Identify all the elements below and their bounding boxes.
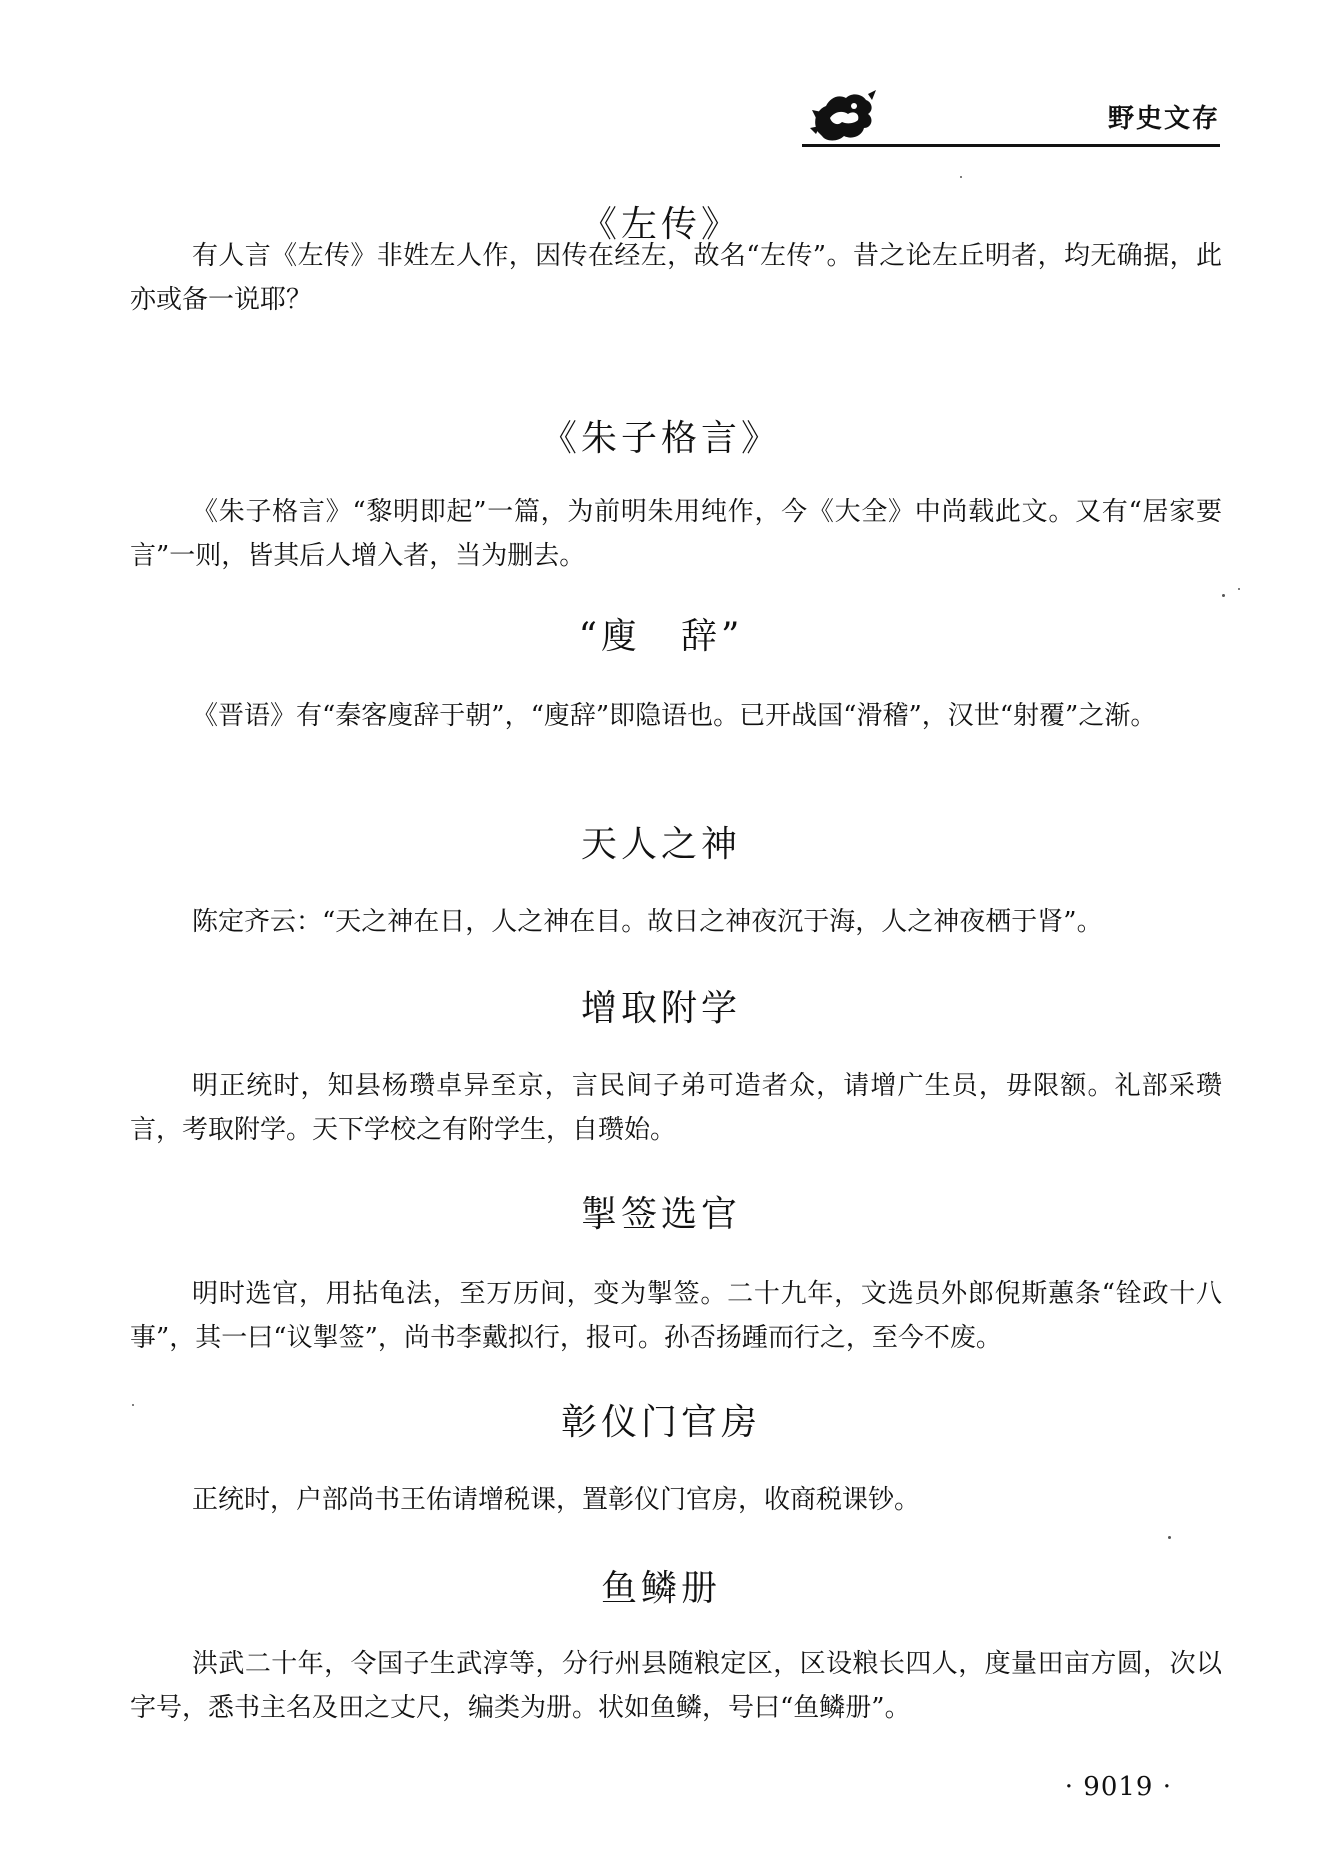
scan-speck <box>1168 1536 1171 1539</box>
header-rule <box>802 144 1220 147</box>
page-header <box>800 88 1220 148</box>
paragraph-text: 《晋语》有“秦客廋辞于朝”，“廋辞”即隐语也。已开战国“滑稽”，汉世“射覆”之渐。 <box>192 701 1157 731</box>
section-title-souci: “廋 辞” <box>578 616 744 657</box>
book-title: 野史文存 <box>1107 104 1220 134</box>
section-title-zengqu-fuxue: 增取附学 <box>580 988 741 1029</box>
paragraph-text: 有人言《左传》非姓左人作，因传在经左，故名“左传”。昔之论左丘明者，均无确据，此亦或备一说耶？ <box>130 241 1222 315</box>
section-title-yulin-ce: 鱼鳞册 <box>600 1568 721 1609</box>
paragraph-text: 明正统时，知县杨瓒卓异至京，言民间子弟可造者众，请增广生员，毋限额。礼部采瓒言，考取附学。天下学校之有附学生，自瓒始。 <box>130 1071 1222 1145</box>
section-title-zuozhuan: 《左传》 <box>580 204 741 245</box>
scan-speck <box>132 1404 134 1406</box>
section-paragraph-zengqu-fuxue <box>130 1064 1222 1152</box>
paragraph-text: 洪武二十年，令国子生武淳等，分行州县随粮定区，区设粮长四人，度量田亩方圆，次以字号，悉书主名及田之丈尺，编类为册。状如鱼鳞，号曰“鱼鳞册”。 <box>130 1649 1222 1723</box>
section-paragraph-zhangyimen-guanfang <box>130 1478 1222 1522</box>
page-number: · 9019 · <box>1064 1772 1172 1802</box>
section-title-zhangyimen-guanfang: 彰仪门官房 <box>560 1402 761 1443</box>
section-paragraph-chiqian-xuanguan <box>130 1272 1222 1360</box>
section-title-zhuzi-geyan: 《朱子格言》 <box>540 418 781 459</box>
section-paragraph-yulin-ce <box>130 1642 1222 1730</box>
paragraph-text: 正统时，户部尚书王佑请增税课，置彰仪门官房，收商税课钞。 <box>192 1485 921 1515</box>
section-paragraph-souci <box>130 694 1222 738</box>
paragraph-text: 陈定齐云：“天之神在日，人之神在目。故日之神夜沉于海，人之神夜栖于肾”。 <box>192 907 1103 937</box>
dragon-icon <box>808 88 878 144</box>
section-title-chiqian-xuanguan: 掣签选官 <box>580 1194 741 1235</box>
scan-speck <box>960 176 962 178</box>
section-paragraph-zhuzi-geyan <box>130 490 1222 578</box>
paragraph-text: 《朱子格言》“黎明即起”一篇，为前明朱用纯作，今《大全》中尚载此文。又有“居家要言”一则，皆其后人增入者，当为删去。 <box>130 497 1222 571</box>
scan-speck <box>1238 588 1240 590</box>
section-paragraph-tianren-zhishen <box>130 900 1222 944</box>
section-paragraph-zuozhuan <box>130 234 1222 322</box>
section-title-tianren-zhishen: 天人之神 <box>580 824 741 865</box>
scan-speck <box>1222 594 1225 597</box>
paragraph-text: 明时选官，用拈龟法，至万历间，变为掣签。二十九年，文选员外郎倪斯蕙条“铨政十八事”，其一曰“议掣签”，尚书李戴拟行，报可。孙否扬踵而行之，至今不废。 <box>130 1279 1222 1353</box>
